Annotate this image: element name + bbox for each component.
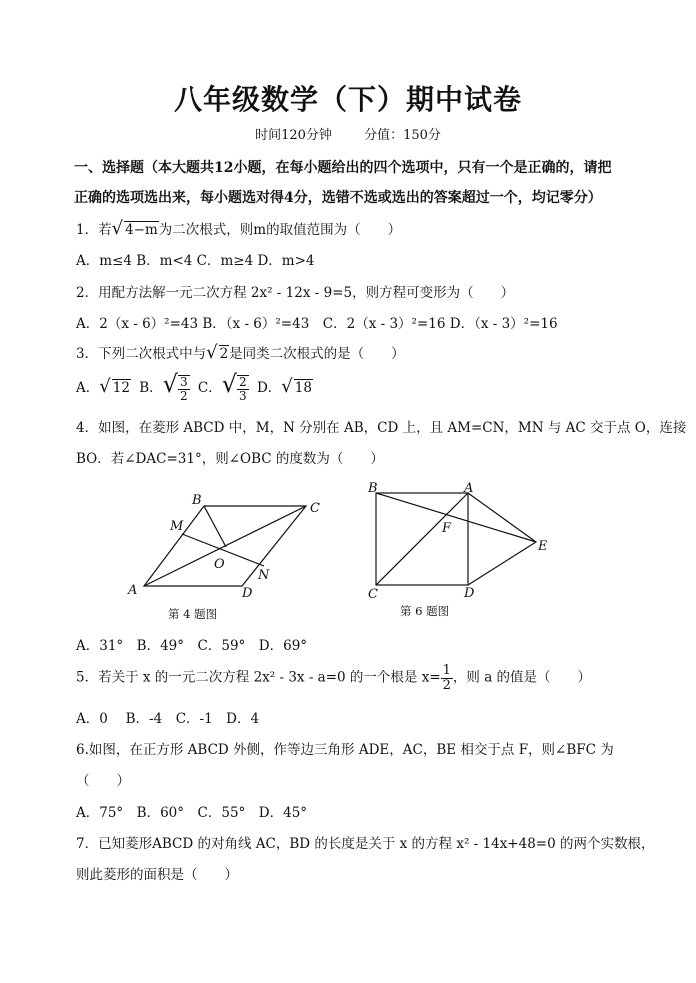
- question-6-stem-line2: （ ）: [76, 773, 130, 789]
- q3-option-d-radicand: 18: [294, 380, 312, 396]
- q3-option-a-label: A．: [76, 380, 100, 396]
- question-6-stem-line1: 6.如图，在正方形 ABCD 外侧，作等边三角形 ADE，AC，BE 相交于点 F，则∠BFC 为: [76, 742, 614, 758]
- page-title: 八年级数学（下）期中试卷: [173, 83, 522, 116]
- radical-sign: √: [281, 376, 293, 397]
- fig6-label-b: B: [368, 481, 378, 496]
- fig6-label-d: D: [464, 586, 475, 601]
- question-6-options: A．75° B．60° C．55° D．45°: [76, 805, 308, 821]
- q3-c-denominator: 3: [239, 388, 247, 403]
- figure-6-square-triangle: [362, 480, 562, 620]
- radical-sign: √: [221, 370, 238, 398]
- question-3-stem: [76, 342, 405, 363]
- fig4-label-o: O: [214, 557, 225, 572]
- question-2-stem: 2．用配方法解一元二次方程 2x² - 12x - 9=5，则方程可变形为（ ）: [76, 285, 515, 301]
- question-4-stem-line1: 4．如图，在菱形 ABCD 中，M，N 分别在 AB，CD 上，且 AM=CN，MN 与 AC 交于点 O，连接: [76, 420, 687, 436]
- fig4-label-c: C: [310, 501, 320, 516]
- figure-4-rhombus: [120, 488, 330, 623]
- question-4-stem-line2: BO．若∠DAC=31°，则∠OBC 的度数为（ ）: [76, 451, 384, 467]
- fig6-label-c: C: [368, 587, 378, 602]
- question-3-options: [76, 370, 313, 402]
- q3-option-b-fraction: [178, 375, 190, 402]
- fig4-label-m: M: [170, 519, 184, 534]
- question-4-options: A．31° B．49° C．59° D．69°: [76, 638, 308, 654]
- q3-b-denominator: 2: [179, 388, 188, 403]
- q5-numerator: 1: [442, 663, 451, 678]
- question-2-options: A．2（x - 6）²=43 B．（x - 6）²=43 C．2（x - 3）²=16 D．（x - 3）²=16: [76, 316, 558, 332]
- q3-option-a-radicand: 12: [112, 380, 130, 396]
- section-heading-line2: 正确的选项选出来，每小题选对得4分，选错不选或选出的答案超过一个，均记零分）: [74, 190, 602, 206]
- segment-bo: [204, 506, 226, 547]
- q1-radicand: 4−m: [125, 222, 158, 238]
- q3-option-d-label: D．: [256, 380, 282, 396]
- question-5-stem: [76, 664, 591, 692]
- question-1-stem: [76, 218, 401, 239]
- fig6-caption: 第 6 题图: [400, 604, 450, 618]
- q5-fraction: [441, 664, 453, 692]
- q3-post: 是同类二次根式的是（ ）: [229, 346, 405, 362]
- exam-score: 分值：150分: [364, 128, 441, 143]
- segment-be: [376, 493, 536, 542]
- exam-info: [0, 124, 696, 143]
- fig4-label-b: B: [192, 493, 202, 508]
- q3-pre: 3．下列二次根式中与: [76, 346, 207, 362]
- fig4-label-a: A: [128, 583, 138, 598]
- question-1-options: A．m≤4 B．m<4 C．m≥4 D．m>4: [76, 253, 315, 269]
- q5-post: ，则 a 的值是（ ）: [452, 669, 592, 686]
- q1-post: 为二次根式，则m的取值范围为（ ）: [158, 222, 402, 238]
- q5-pre: 5．若关于 x 的一元二次方程 2x² - 3x - a=0 的一个根是 x=: [76, 669, 441, 686]
- fig4-label-n: N: [258, 568, 270, 583]
- q3-c-numerator: 2: [239, 374, 247, 389]
- q5-denominator: 2: [442, 677, 451, 693]
- q3-option-b-label: B．: [139, 380, 163, 396]
- q3-option-c-label: C．: [197, 380, 222, 396]
- fig4-caption: 第 4 题图: [168, 607, 218, 621]
- q1-pre: 1．若: [76, 222, 112, 238]
- fig6-label-e: E: [538, 539, 548, 554]
- radical-sign: √: [206, 342, 218, 363]
- radical-sign: √: [99, 376, 111, 397]
- question-7-stem-line2: 则此菱形的面积是（ ）: [76, 867, 238, 883]
- question-5-options: A．0 B．-4 C．-1 D．4: [76, 711, 260, 727]
- fig4-label-d: D: [242, 586, 253, 601]
- fig6-label-f: F: [442, 521, 452, 536]
- fig6-label-a: A: [464, 481, 474, 496]
- exam-time: 时间120分钟: [255, 128, 332, 143]
- q3-b-numerator: 3: [179, 374, 188, 389]
- question-7-stem-line1: 7．已知菱形ABCD 的对角线 AC，BD 的长度是关于 x 的方程 x² - 14x+48=0 的两个实数根，: [76, 836, 655, 852]
- radical-sign: √: [162, 370, 178, 398]
- q3-option-c-fraction: [237, 375, 249, 402]
- radical-sign: √: [111, 218, 124, 239]
- section-heading-line1: 一、选择题（本大题共12小题，在每小题给出的四个选项中，只有一个是正确的，请把: [74, 160, 612, 176]
- q3-radicand: 2: [219, 346, 229, 362]
